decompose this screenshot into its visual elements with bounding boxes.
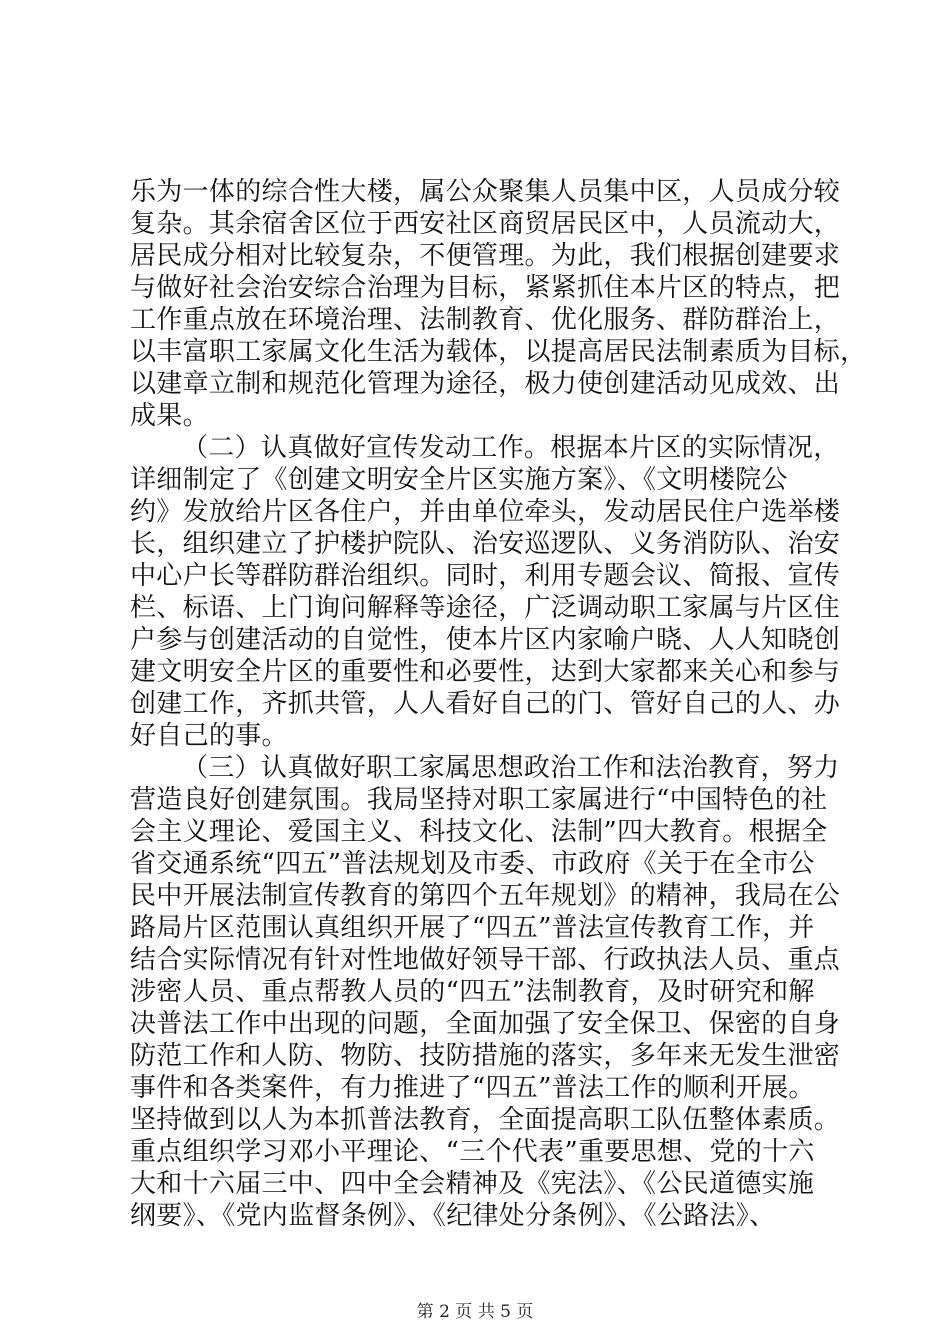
text-line: 决普法工作中出现的问题，全面加强了安全保卫、保密的自身 (130, 1009, 841, 1039)
text-line: 约》发放给片区各住户，并由单位牵头，发动居民住户选举楼 (130, 497, 841, 527)
document-body (130, 176, 867, 1232)
text-line: 民中开展法制宣传教育的第四个五年规划》的精神，我局在公 (130, 881, 841, 911)
text-line: 长，组织建立了护楼护院队、治安巡逻队、义务消防队、治安 (130, 529, 841, 559)
text-line: 创建工作，齐抓共管，人人看好自己的门、管好自己的人、办 (130, 689, 841, 719)
paragraph-heading-line: （二）认真做好宣传发动工作。根据本片区的实际情况， (182, 433, 840, 463)
page-number-footer: 第 2 页 共 5 页 (416, 1302, 534, 1322)
text-line: 防范工作和人防、物防、技防措施的落实，多年来无发生泄密 (130, 1041, 841, 1071)
text-line: 以丰富职工家属文化生活为载体，以提高居民法制素质为目标， (130, 337, 867, 367)
text-line: 涉密人员、重点帮教人员的“四五”法制教育，及时研究和解 (130, 977, 815, 1007)
text-line: 以建章立制和规范化管理为途径，极力使创建活动见成效、出 (130, 369, 841, 399)
paragraph-heading-line: （三）认真做好职工家属思想政治工作和法治教育，努力 (182, 753, 840, 783)
text-line: 复杂。其余宿舍区位于西安社区商贸居民区中，人员流动大， (130, 209, 841, 239)
text-line: 成果。 (130, 401, 209, 431)
text-line: 坚持做到以人为本抓普法教育，全面提高职工队伍整体素质。 (130, 1105, 841, 1135)
text-line: 与做好社会治安综合治理为目标，紧紧抓住本片区的特点，把 (130, 273, 841, 303)
text-line: 大和十六届三中、四中全会精神及《宪法》、《公民道德实施 (130, 1169, 815, 1199)
text-line: 工作重点放在环境治理、法制教育、优化服务、群防群治上， (130, 305, 841, 335)
text-line: 营造良好创建氛围。我局坚持对职工家属进行“中国特色的社 (130, 785, 828, 815)
text-line: 重点组织学习邓小平理论、“三个代表”重要思想、党的十六 (130, 1137, 815, 1167)
text-line: 好自己的事。 (130, 721, 288, 751)
text-line: 省交通系统“四五”普法规划及市委、市政府《关于在全市公 (130, 849, 815, 879)
text-line: 结合实际情况有针对性地做好领导干部、行政执法人员、重点 (130, 945, 841, 975)
text-line: 户参与创建活动的自觉性，使本片区内家喻户晓、人人知晓创 (130, 625, 841, 655)
text-line: 中心户长等群防群治组织。同时，利用专题会议、简报、宣传 (130, 561, 841, 591)
text-line: 详细制定了《创建文明安全片区实施方案》、《文明楼院公 (130, 465, 788, 495)
text-line: 栏、标语、上门询问解释等途径，广泛调动职工家属与片区住 (130, 593, 841, 623)
text-line: 事件和各类案件，有力推进了“四五”普法工作的顺利开展。 (130, 1073, 815, 1103)
text-line: 建文明安全片区的重要性和必要性，达到大家都来关心和参与 (130, 657, 841, 687)
text-line: 会主义理论、爱国主义、科技文化、法制”四大教育。根据全 (130, 817, 828, 847)
text-line: 乐为一体的综合性大楼，属公众聚集人员集中区，人员成分较 (130, 177, 841, 207)
text-line: 路局片区范围认真组织开展了“四五”普法宣传教育工作，并 (130, 913, 815, 943)
text-line: 纲要》、《党内监督条例》、《纪律处分条例》、《公路法》、 (130, 1201, 776, 1231)
text-line: 居民成分相对比较复杂，不便管理。为此，我们根据创建要求 (130, 241, 841, 271)
